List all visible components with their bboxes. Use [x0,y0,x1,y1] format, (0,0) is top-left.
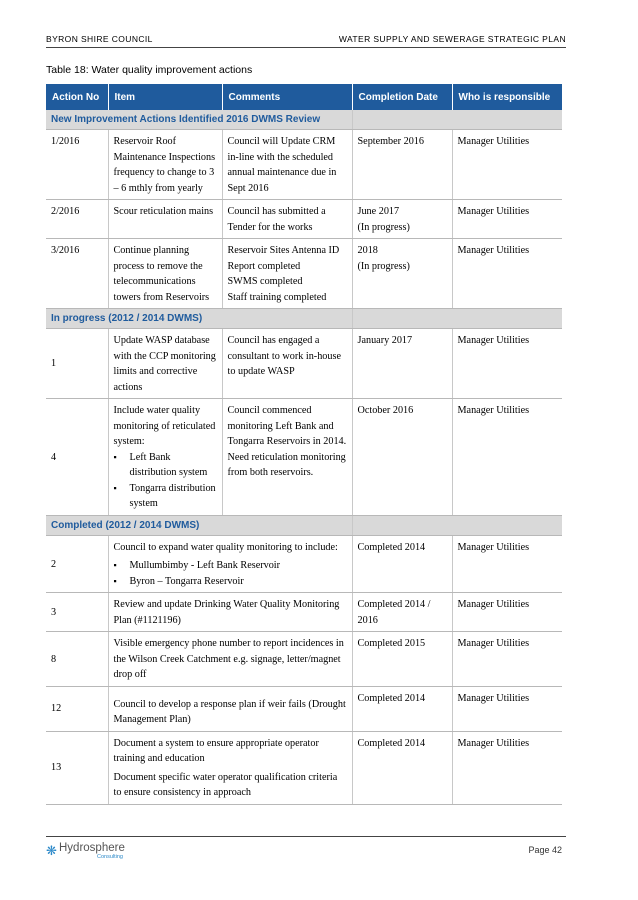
completion-date: October 2016 [352,399,452,516]
comments: Council will Update CRM in-line with the scheduled annual maintenance due in Sept 2016 [222,130,352,200]
footer-rule [46,836,566,837]
bullet-list [114,558,347,589]
action-no: 3/2016 [46,239,108,309]
item [108,535,352,593]
table-row [46,593,562,632]
bullet-list [114,450,217,512]
date-status: (In progress) [357,221,410,233]
bullet-item: ▪ Left Bank distribution system [114,450,217,481]
action-no: 1 [46,329,108,399]
hydrosphere-logo [46,842,136,862]
who-responsible: Manager Utilities [452,731,562,804]
logo-sub: Consulting [97,854,123,860]
item-text: Council to expand water quality monitoring to include: [113,541,338,553]
comments: Council has submitted a Tender for the works [222,200,352,239]
completion-date: Completed 2014 [352,731,452,804]
completion-date: Completed 2014 [352,535,452,593]
item: Review and update Drinking Water Quality Monitoring Plan (#1121196) [108,593,352,632]
action-no: 3 [46,593,108,632]
action-no: 8 [46,632,108,687]
action-no: 2 [46,535,108,593]
item-text: Document specific water operator qualification criteria to ensure consistency in approach [113,771,338,798]
completion-date: Completed 2014 [352,686,452,731]
logo-name: Hydrosphere [59,842,125,854]
table-row [46,399,562,516]
water-quality-table [46,84,562,805]
item: Council to develop a response plan if weir fails (Drought Management Plan) [108,686,352,731]
table-row [46,731,562,804]
who-responsible: Manager Utilities [452,535,562,593]
section-title: In progress (2012 / 2014 DWMS) [46,309,352,329]
table-caption: Table 18: Water quality improvement actions [46,64,253,76]
comment-line: Council commenced monitoring Left Bank and Tongarra Reservoirs in 2014. [227,405,347,447]
bullet-item: ▪ Byron – Tongarra Reservoir [114,574,347,590]
who-responsible: Manager Utilities [452,239,562,309]
comment-line: Staff training completed [227,291,327,303]
comments: Council has engaged a consultant to work in-house to update WASP [222,329,352,399]
header-doc-title: WATER SUPPLY AND SEWERAGE STRATEGIC PLAN [338,34,566,44]
who-responsible: Manager Utilities [452,632,562,687]
who-responsible: Manager Utilities [452,200,562,239]
action-no: 4 [46,399,108,516]
section-title: Completed (2012 / 2014 DWMS) [46,515,352,535]
bullet-item: ▪ Tongarra distribution system [114,481,217,512]
who-responsible: Manager Utilities [452,329,562,399]
section-row-new [46,110,562,130]
comment-line: Need reticulation monitoring from both reservoirs. [227,451,346,478]
who-responsible: Manager Utilities [452,593,562,632]
header-rule [46,47,566,48]
col-action-no: Action No [46,84,108,110]
comment-line: Reservoir Sites Antenna ID Report completed [227,245,340,272]
table-row [46,130,562,200]
who-responsible: Manager Utilities [452,130,562,200]
header-org: BYRON SHIRE COUNCIL [46,34,153,44]
table-row [46,239,562,309]
item [108,399,222,516]
comment-line: SWMS completed [227,276,303,287]
action-no: 12 [46,686,108,731]
completion-date: September 2016 [352,130,452,200]
date-status: (In progress) [357,260,410,272]
section-row-completed [46,515,562,535]
col-item: Item [108,84,222,110]
completion-date [352,239,452,309]
date-line: 2018 [357,245,378,256]
running-header [46,34,566,48]
section-title: New Improvement Actions Identified 2016 DWMS Review [46,110,352,130]
action-no: 1/2016 [46,130,108,200]
completion-date: January 2017 [352,329,452,399]
item: Continue planning process to remove the telecommunications towers from Reservoirs [108,239,222,309]
item: Reservoir Roof Maintenance Inspections frequency to change to 3 – 6 mthly from yearly [108,130,222,200]
col-completion-date: Completion Date [352,84,452,110]
action-no: 2/2016 [46,200,108,239]
table-header-row [46,84,562,110]
item: Scour reticulation mains [108,200,222,239]
col-comments: Comments [222,84,352,110]
completion-date: Completed 2015 [352,632,452,687]
bullet-item: ▪ Mullumbimby - Left Bank Reservoir [114,558,347,574]
comments [222,399,352,516]
item [108,731,352,804]
who-responsible: Manager Utilities [452,686,562,731]
date-line: June 2017 [357,206,400,217]
table-row [46,632,562,687]
completion-date: Completed 2014 / 2016 [352,593,452,632]
completion-date [352,200,452,239]
item-text: Include water quality monitoring of reticulated system: [113,405,216,447]
table-row [46,686,562,731]
snowflake-icon: ❋ [46,843,57,858]
col-who-responsible: Who is responsible [452,84,562,110]
action-no: 13 [46,731,108,804]
item: Visible emergency phone number to report incidences in the Wilson Creek Catchment e.g. signage, letter/magnet drop off [108,632,352,687]
table-row [46,200,562,239]
item: Update WASP database with the CCP monitoring limits and corrective actions [108,329,222,399]
section-row-in-progress [46,309,562,329]
item-text: Document a system to ensure appropriate operator training and education [113,737,319,764]
who-responsible: Manager Utilities [452,399,562,516]
comments [222,239,352,309]
table-row [46,535,562,593]
table-row [46,329,562,399]
page-number: Page 42 [528,845,562,855]
